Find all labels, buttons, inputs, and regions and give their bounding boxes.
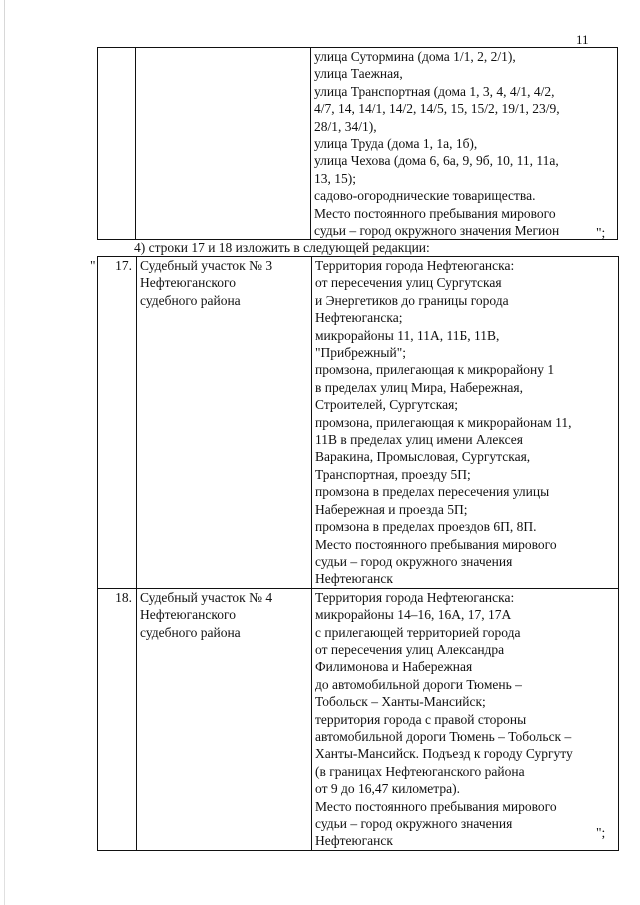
- text-line: промзона, прилегающая к микрорайонам 11,: [315, 414, 572, 430]
- text-line: 13, 15);: [314, 170, 356, 186]
- text-line: территория города с правой стороны: [315, 711, 527, 727]
- amendment-instruction: 4) строки 17 и 18 изложить в следующей редакции:: [134, 240, 430, 255]
- text-line: Набережная и проезда 5П;: [315, 501, 468, 517]
- closing-quote-mark: ";: [596, 225, 606, 240]
- text-line: автомобильной дороги Тюмень – Тобольск –: [315, 728, 572, 744]
- court-districts-table: [97, 256, 619, 851]
- text-line: Нефтеюганск: [315, 833, 393, 849]
- name-line: судебного района: [140, 292, 241, 308]
- text-line: Ханты-Мансийск. Подъезд к городу Сургуту: [315, 746, 573, 762]
- text-line: "Прибрежный";: [315, 345, 406, 361]
- row-number: 18.: [98, 588, 137, 850]
- text-line: с прилегающей территорией города: [315, 624, 521, 640]
- text-line: от пересечения улиц Александра: [315, 641, 505, 657]
- text-line: в пределах улиц Мира, Набережная,: [315, 379, 523, 395]
- text-line: промзона в пределах проездов 6П, 8П.: [315, 519, 537, 535]
- text-line: улица Сутормина (дома 1/1, 2, 2/1),: [314, 49, 516, 64]
- text-line: садово-огороднические товарищества.: [314, 188, 536, 204]
- text-line: Территория города Нефтеюганска:: [315, 589, 515, 605]
- opening-quote-mark: ": [90, 258, 96, 273]
- text-line: и Энергетиков до границы города: [315, 292, 509, 308]
- text-line: 28/1, 34/1),: [314, 118, 377, 134]
- text-line: 11В в пределах улиц имени Алексея: [315, 432, 523, 448]
- territory-cell: [311, 48, 618, 240]
- text-line: Территория города Нефтеюганска:: [315, 258, 515, 273]
- table-row: [98, 257, 619, 589]
- text-line: Транспортная, проезду 5П;: [315, 466, 471, 482]
- text-line: Место постоянного пребывания мирового: [315, 536, 557, 552]
- text-line: судьи – город окружного значения: [315, 553, 513, 569]
- territory-description: [312, 588, 619, 850]
- page-number: 11: [576, 32, 589, 47]
- text-line: улица Труда (дома 1, 1а, 1б),: [314, 136, 478, 152]
- top-table: [97, 47, 618, 240]
- text-line: улица Таежная,: [314, 66, 403, 82]
- number-cell: [98, 48, 136, 240]
- text-line: до автомобильной дороги Тюмень –: [315, 676, 522, 692]
- text-line: промзона, прилегающая к микрорайону 1: [315, 362, 555, 378]
- text-line: от 9 до 16,47 километра).: [315, 781, 460, 797]
- table-row: [98, 48, 618, 240]
- table-row: [98, 588, 619, 850]
- text-line: промзона в пределах пересечения улицы: [315, 484, 550, 500]
- text-line: судьи – город окружного значения Мегион: [314, 223, 560, 239]
- name-line: Нефтеюганского: [140, 607, 236, 623]
- closing-quote-mark-end: ";: [596, 825, 606, 840]
- territory-description: [312, 257, 619, 589]
- text-line: Нефтеюганска;: [315, 310, 403, 326]
- text-line: Тобольск – Ханты-Мансийск;: [315, 694, 486, 710]
- text-line: Строителей, Сургутская;: [315, 397, 459, 413]
- name-line: Судебный участок № 3: [140, 258, 273, 273]
- court-district-name: [137, 588, 312, 850]
- text-line: Место постоянного пребывания мирового: [315, 798, 557, 814]
- text-line: 4/7, 14, 14/1, 14/2, 14/5, 15, 15/2, 19/1, 23/9,: [314, 101, 560, 117]
- name-line: Нефтеюганского: [140, 275, 236, 291]
- text-line: улица Транспортная (дома 1, 3, 4, 4/1, 4/2,: [314, 83, 555, 99]
- text-line: улица Чехова (дома 6, 6а, 9, 9б, 10, 11, 11а,: [314, 153, 559, 169]
- row-number: 17.: [98, 257, 137, 589]
- text-line: Нефтеюганск: [315, 571, 393, 587]
- court-district-name: [137, 257, 312, 589]
- text-line: Варакина, Промысловая, Сургутская,: [315, 449, 531, 465]
- scan-edge-line: [4, 0, 5, 905]
- text-line: Место постоянного пребывания мирового: [314, 205, 556, 221]
- text-line: (в границах Нефтеюганского района: [315, 763, 525, 779]
- text-line: Филимонова и Набережная: [315, 659, 473, 675]
- text-line: микрорайоны 14–16, 16А, 17, 17А: [315, 607, 512, 623]
- text-line: от пересечения улиц Сургутская: [315, 275, 502, 291]
- name-cell: [136, 48, 311, 240]
- name-line: судебного района: [140, 624, 241, 640]
- text-line: судьи – город окружного значения: [315, 816, 513, 831]
- text-line: микрорайоны 11, 11А, 11Б, 11В,: [315, 327, 500, 343]
- name-line: Судебный участок № 4: [140, 589, 273, 605]
